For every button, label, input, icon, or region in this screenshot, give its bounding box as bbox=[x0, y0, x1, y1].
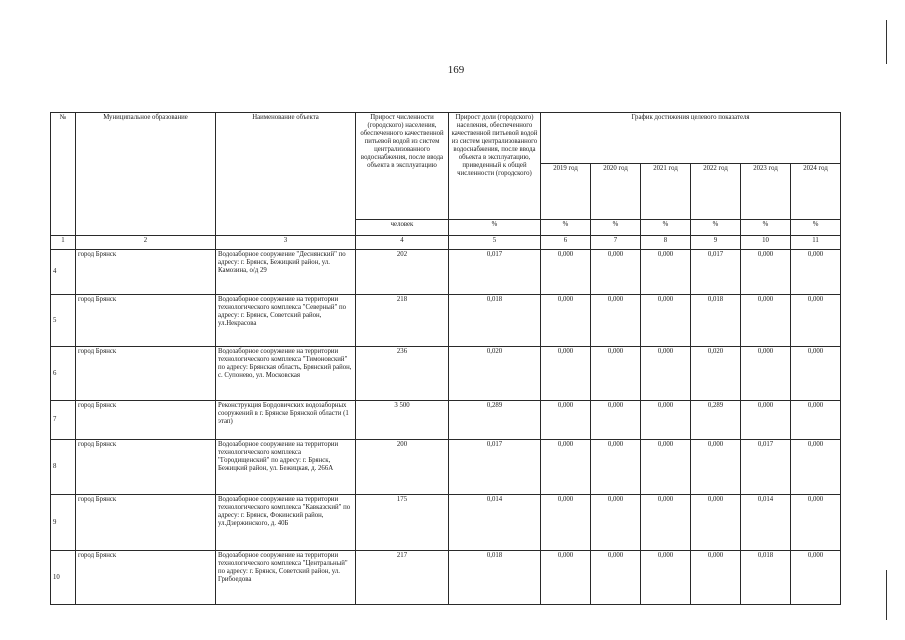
year-value-cell: 0,000 bbox=[641, 401, 691, 440]
header-year-2022: 2022 год bbox=[691, 164, 741, 220]
table-row bbox=[51, 347, 841, 401]
share-cell: 0,018 bbox=[449, 295, 541, 347]
column-index: 5 bbox=[449, 236, 541, 250]
header-year-2021: 2021 год bbox=[641, 164, 691, 220]
target-indicator-table bbox=[50, 112, 841, 605]
year-value-cell: 0,000 bbox=[591, 495, 641, 551]
year-value-cell: 0,000 bbox=[791, 440, 841, 495]
share-cell: 0,017 bbox=[449, 250, 541, 295]
year-value-cell: 0,000 bbox=[641, 551, 691, 605]
year-value-cell: 0,000 bbox=[591, 347, 641, 401]
year-value-cell: 0,289 bbox=[691, 401, 741, 440]
year-value-cell: 0,000 bbox=[541, 551, 591, 605]
municipality-cell: город Брянск bbox=[76, 347, 216, 401]
year-value-cell: 0,000 bbox=[791, 295, 841, 347]
share-cell: 0,289 bbox=[449, 401, 541, 440]
row-number: 10 bbox=[51, 551, 76, 605]
header-year-2023: 2023 год bbox=[741, 164, 791, 220]
year-value-cell: 0,000 bbox=[791, 551, 841, 605]
year-value-cell: 0,000 bbox=[541, 401, 591, 440]
table-row bbox=[51, 401, 841, 440]
object-name-cell: Водозаборное сооружение на территории технологического комплекса "Кавказский" по адресу: г. Брянск, Фокинский район, ул.Дзержинского, д. 40Б bbox=[216, 495, 356, 551]
row-number: 8 bbox=[51, 440, 76, 495]
table-row bbox=[51, 551, 841, 605]
unit-2023: % bbox=[741, 220, 791, 236]
year-value-cell: 0,000 bbox=[541, 295, 591, 347]
object-name-cell: Водозаборное сооружение "Деснянский" по адресу: г. Брянск, Бежицкий район, ул. Камозина, о/д 29 bbox=[216, 250, 356, 295]
year-value-cell: 0,000 bbox=[591, 295, 641, 347]
year-value-cell: 0,000 bbox=[741, 347, 791, 401]
object-name-cell: Водозаборное сооружение на территории технологического комплекса "Городищенский" по адресу: г. Брянск, Бежицкий район, ул. Бежицкая, д. 266А bbox=[216, 440, 356, 495]
unit-2022: % bbox=[691, 220, 741, 236]
year-value-cell: 0,017 bbox=[691, 250, 741, 295]
header-year-2019: 2019 год bbox=[541, 164, 591, 220]
year-value-cell: 0,000 bbox=[691, 495, 741, 551]
unit-2021: % bbox=[641, 220, 691, 236]
share-cell: 0,018 bbox=[449, 551, 541, 605]
municipality-cell: город Брянск bbox=[76, 295, 216, 347]
share-cell: 0,014 bbox=[449, 495, 541, 551]
object-name-cell: Водозаборное сооружение на территории технологического комплекса "Центральный" по адресу: г. Брянск, Советский район, ул. Грибоедова bbox=[216, 551, 356, 605]
column-index: 7 bbox=[591, 236, 641, 250]
row-number: 5 bbox=[51, 295, 76, 347]
people-cell: 3 500 bbox=[356, 401, 449, 440]
edge-mark-bottom bbox=[886, 570, 887, 620]
municipality-cell: город Брянск bbox=[76, 495, 216, 551]
year-value-cell: 0,000 bbox=[741, 401, 791, 440]
year-value-cell: 0,000 bbox=[541, 250, 591, 295]
people-cell: 236 bbox=[356, 347, 449, 401]
unit-people: человек bbox=[356, 220, 449, 236]
year-value-cell: 0,000 bbox=[541, 495, 591, 551]
year-value-cell: 0,000 bbox=[591, 250, 641, 295]
year-value-cell: 0,018 bbox=[741, 551, 791, 605]
column-index: 11 bbox=[791, 236, 841, 250]
edge-mark-top bbox=[886, 20, 887, 64]
people-cell: 200 bbox=[356, 440, 449, 495]
year-value-cell: 0,000 bbox=[641, 295, 691, 347]
year-value-cell: 0,000 bbox=[791, 401, 841, 440]
column-index: 3 bbox=[216, 236, 356, 250]
object-name-cell: Водозаборное сооружение на территории технологического комплекса "Северный" по адресу: г. Брянск, Советский район, ул.Некрасова bbox=[216, 295, 356, 347]
year-value-cell: 0,000 bbox=[741, 295, 791, 347]
table-row bbox=[51, 440, 841, 495]
column-index: 4 bbox=[356, 236, 449, 250]
row-number: 4 bbox=[51, 250, 76, 295]
header-object-name: Наименование объекта bbox=[216, 113, 356, 236]
people-cell: 175 bbox=[356, 495, 449, 551]
object-name-cell: Водозаборное сооружение на территории технологического комплекса "Тимоновский" по адресу: Брянская область, Брянский район, с. Супонево, ул. Московская bbox=[216, 347, 356, 401]
unit-2020: % bbox=[591, 220, 641, 236]
municipality-cell: город Брянск bbox=[76, 250, 216, 295]
people-cell: 217 bbox=[356, 551, 449, 605]
column-index: 1 bbox=[51, 236, 76, 250]
people-cell: 202 bbox=[356, 250, 449, 295]
header-schedule: График достижения целевого показателя bbox=[541, 113, 841, 164]
header-municipality: Муниципальное образование bbox=[76, 113, 216, 236]
year-value-cell: 0,000 bbox=[591, 440, 641, 495]
table-row bbox=[51, 295, 841, 347]
year-value-cell: 0,000 bbox=[691, 551, 741, 605]
year-value-cell: 0,000 bbox=[591, 551, 641, 605]
header-no: № bbox=[51, 113, 76, 236]
column-index: 6 bbox=[541, 236, 591, 250]
year-value-cell: 0,000 bbox=[791, 347, 841, 401]
row-number: 6 bbox=[51, 347, 76, 401]
column-index: 2 bbox=[76, 236, 216, 250]
year-value-cell: 0,000 bbox=[791, 250, 841, 295]
column-index: 10 bbox=[741, 236, 791, 250]
year-value-cell: 0,018 bbox=[691, 295, 741, 347]
year-value-cell: 0,017 bbox=[741, 440, 791, 495]
table-row bbox=[51, 250, 841, 295]
year-value-cell: 0,000 bbox=[741, 250, 791, 295]
year-value-cell: 0,000 bbox=[591, 401, 641, 440]
year-value-cell: 0,000 bbox=[691, 440, 741, 495]
municipality-cell: город Брянск bbox=[76, 401, 216, 440]
year-value-cell: 0,000 bbox=[541, 347, 591, 401]
object-name-cell: Реконструкция Бордовичских водозаборных сооружений в г. Брянске Брянской области (1 этап) bbox=[216, 401, 356, 440]
unit-2019: % bbox=[541, 220, 591, 236]
unit-2024: % bbox=[791, 220, 841, 236]
unit-share: % bbox=[449, 220, 541, 236]
share-cell: 0,020 bbox=[449, 347, 541, 401]
year-value-cell: 0,000 bbox=[541, 440, 591, 495]
column-index: 9 bbox=[691, 236, 741, 250]
year-value-cell: 0,020 bbox=[691, 347, 741, 401]
year-value-cell: 0,000 bbox=[641, 250, 691, 295]
year-value-cell: 0,000 bbox=[641, 347, 691, 401]
header-share-growth: Прирост доли (городского) населения, обеспеченного качественной питьевой водой из систем централизованного водоснабжения, после ввода объекта в эксплуатацию, приведенный к общей численности (городского) bbox=[449, 113, 541, 220]
municipality-cell: город Брянск bbox=[76, 551, 216, 605]
header-population-growth: Прирост численности (городского) населения, обеспеченного качественной питьевой водой из систем централизованного водоснабжения, после ввода объекта в эксплуатацию bbox=[356, 113, 449, 220]
header-year-2020: 2020 год bbox=[591, 164, 641, 220]
year-value-cell: 0,000 bbox=[791, 495, 841, 551]
year-value-cell: 0,000 bbox=[641, 495, 691, 551]
people-cell: 218 bbox=[356, 295, 449, 347]
page-number: 169 bbox=[447, 64, 465, 76]
row-number: 7 bbox=[51, 401, 76, 440]
year-value-cell: 0,000 bbox=[641, 440, 691, 495]
column-index: 8 bbox=[641, 236, 691, 250]
row-number: 9 bbox=[51, 495, 76, 551]
municipality-cell: город Брянск bbox=[76, 440, 216, 495]
share-cell: 0,017 bbox=[449, 440, 541, 495]
year-value-cell: 0,014 bbox=[741, 495, 791, 551]
header-year-2024: 2024 год bbox=[791, 164, 841, 220]
table-row bbox=[51, 495, 841, 551]
